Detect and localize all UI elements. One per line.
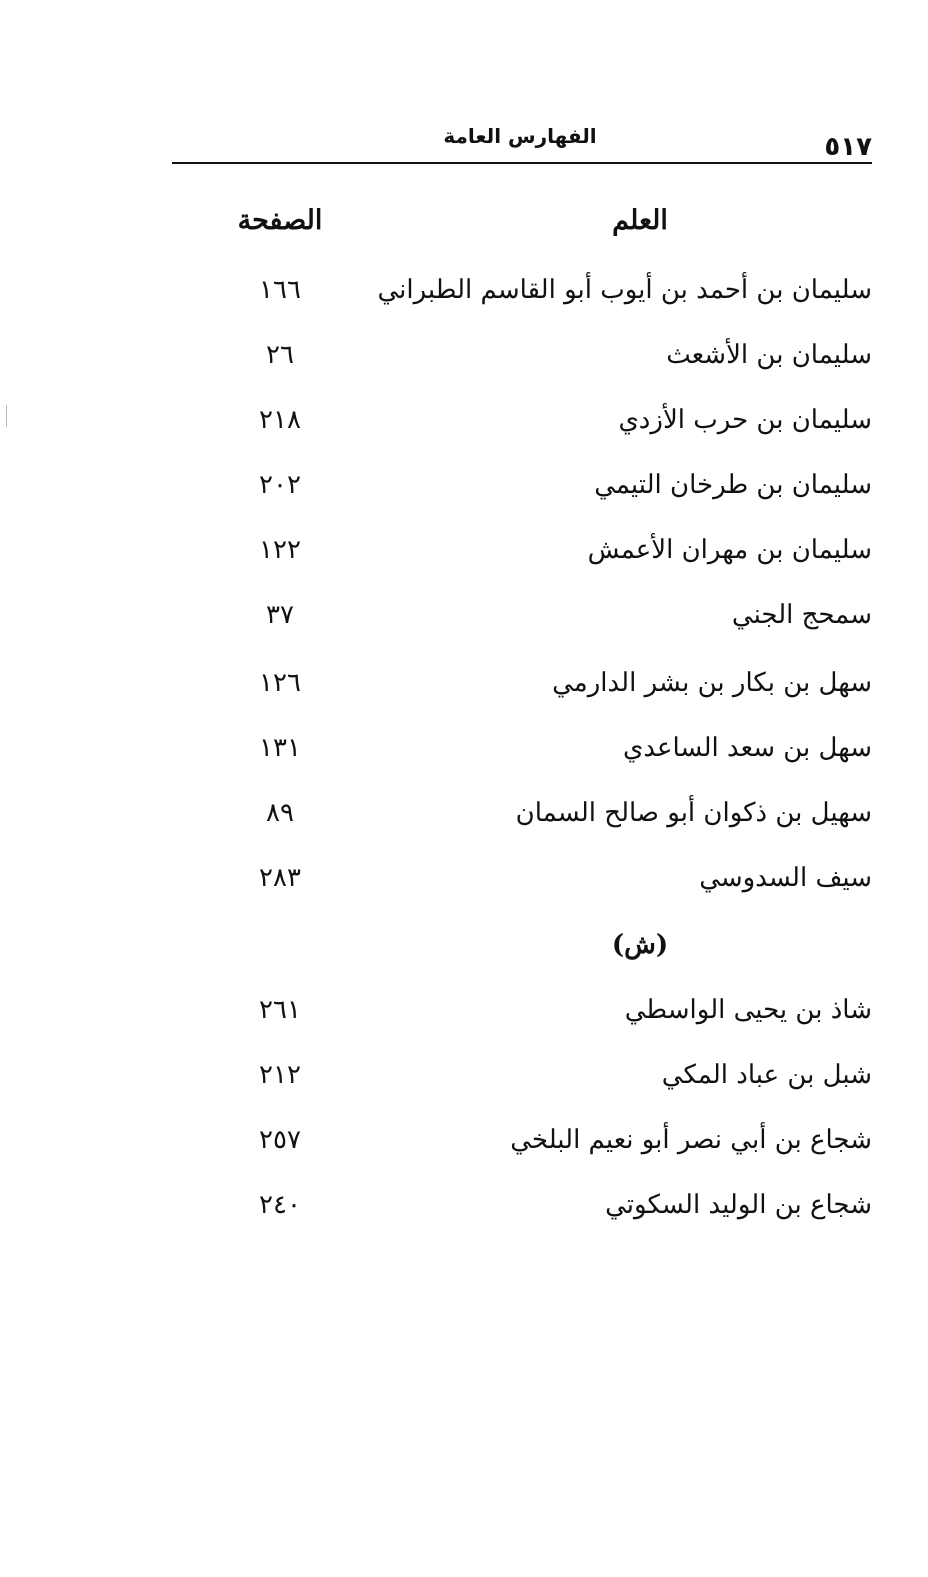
section-letter-heading: (ش)	[611, 930, 669, 960]
scan-margin-mark	[6, 405, 7, 427]
entry-page: ٢٦	[266, 340, 294, 370]
entry-page: ١٢٢	[259, 535, 301, 565]
entry-page: ٢٠٢	[259, 470, 301, 500]
entry-page: ١٦٦	[259, 275, 301, 305]
entry-page: ٢٥٧	[259, 1125, 301, 1155]
entry-name: شاذ بن يحيى الواسطي	[624, 995, 872, 1025]
entry-name: سهيل بن ذكوان أبو صالح السمان	[515, 798, 872, 828]
index-entry	[200, 1060, 872, 1112]
entry-page: ٢١٢	[259, 1060, 301, 1090]
index-entry	[200, 668, 872, 720]
index-entry	[200, 600, 872, 652]
entry-name: سمحج الجني	[731, 600, 872, 630]
entry-name: سيف السدوسي	[699, 863, 872, 893]
entry-name: سليمان بن مهران الأعمش	[587, 535, 872, 565]
entry-page: ١٢٦	[259, 668, 301, 698]
entry-name: سليمان بن أحمد بن أيوب أبو القاسم الطبراني	[377, 275, 872, 305]
index-entry	[200, 733, 872, 785]
running-title: الفهارس العامة	[443, 124, 597, 148]
page-header	[172, 118, 872, 164]
entry-name: شجاع بن أبي نصر أبو نعيم البلخي	[510, 1125, 872, 1155]
index-entry	[200, 1125, 872, 1177]
column-header-name: العلم	[612, 205, 668, 236]
index-entry	[200, 995, 872, 1047]
entry-name: سليمان بن الأشعث	[666, 340, 872, 370]
index-entry	[200, 405, 872, 457]
entry-name: شبل بن عباد المكي	[661, 1060, 872, 1090]
entry-page: ٢٤٠	[259, 1190, 301, 1220]
index-entry	[200, 1190, 872, 1242]
entry-name: سهل بن بكار بن بشر الدارمي	[552, 668, 872, 698]
entry-page: ٢٨٣	[259, 863, 301, 893]
index-entry	[200, 863, 872, 915]
index-entry	[200, 535, 872, 587]
index-entry	[200, 275, 872, 327]
entry-name: سليمان بن طرخان التيمي	[594, 470, 872, 500]
entry-name: سهل بن سعد الساعدي	[622, 733, 872, 763]
entry-page: ٢٦١	[259, 995, 301, 1025]
index-entry	[200, 470, 872, 522]
index-entry	[200, 340, 872, 392]
entry-page: ٨٩	[266, 798, 294, 828]
entry-page: ١٣١	[259, 733, 301, 763]
column-header-page: الصفحة	[237, 205, 323, 236]
entry-page: ٢١٨	[259, 405, 301, 435]
index-entry	[200, 798, 872, 850]
entry-name: شجاع بن الوليد السكوتي	[605, 1190, 872, 1220]
page-number: ٥١٧	[824, 132, 872, 162]
entry-name: سليمان بن حرب الأزدي	[618, 405, 872, 435]
entry-page: ٣٧	[266, 600, 294, 630]
